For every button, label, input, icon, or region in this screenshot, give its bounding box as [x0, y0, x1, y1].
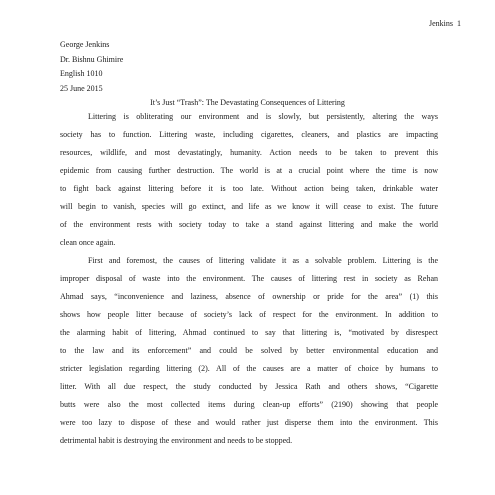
- paragraph-line: the alarming habit of littering, Ahmad continued to say that littering is, “motivated by disrespect: [60, 328, 438, 337]
- paragraph-1: [60, 108, 438, 252]
- paragraph-line: to fight back against littering before it is too late. Without action being taken, drinkable water: [60, 184, 438, 193]
- essay-date: 25 June 2015: [60, 83, 103, 93]
- student-name: George Jenkins: [60, 40, 110, 49]
- paragraph-line: First and foremost, the causes of littering validate it as a solvable problem. Littering is the: [88, 256, 438, 265]
- paragraph-line: will begin to vanish, species will go extinct, and life as we know it will cease to exist. The future: [60, 202, 438, 211]
- paragraph-line: resources, wildlife, and most devastatingly, humanity. Action needs to be taken to prevent this: [60, 148, 438, 157]
- paragraph-line: stricter legislation regarding littering (2). All of the causes are a matter of choice by humans to: [60, 364, 438, 373]
- heading-block: [60, 38, 123, 96]
- paragraph-line: litter. With all due respect, the study conducted by Jessica Rath and others shows, “Cigarette: [60, 382, 438, 391]
- paragraph-line: to the law and its enforcement” and could be solved by better environmental education and: [60, 346, 438, 355]
- paragraph-line: society has to function. Littering waste, including cigarettes, cleaners, and plastics are impacting: [60, 130, 438, 139]
- paragraph-line: clean once again.: [60, 238, 116, 247]
- paragraph-line: of the environment rests with society today to take a stand against littering and make the world: [60, 220, 438, 229]
- paragraph-line: butts were also the most collected items during clean-up efforts” (2190) showing that people: [60, 400, 438, 409]
- paragraph-line: epidemic from causing further destruction. The world is at a crucial point where the time is now: [60, 166, 438, 175]
- paragraph-line: were too lazy to dispose of these and would rather just disperse them into the environment. This: [60, 418, 438, 427]
- paragraph-2: [60, 252, 438, 450]
- course-name: English 1010: [60, 69, 103, 79]
- paragraph-line: shows how people litter because of society’s lack of respect for the environment. In addition to: [60, 310, 438, 319]
- essay-title: It’s Just “Trash”: The Devastating Consequences of Littering: [150, 98, 345, 107]
- running-head: Jenkins 1: [429, 19, 461, 28]
- paragraph-line: Ahmad says, “inconvenience and laziness, absence of ownership or pride for the area” (1) this: [60, 292, 438, 301]
- paragraph-line: improper disposal of waste into the environment. The causes of littering rest in society as Rehan: [60, 274, 438, 283]
- instructor-name: Dr. Bishnu Ghimire: [60, 54, 124, 64]
- paragraph-line: Littering is obliterating our environment and is slowly, but persistently, altering the ways: [88, 112, 438, 121]
- paragraph-line: detrimental habit is destroying the environment and needs to be stopped.: [60, 436, 293, 445]
